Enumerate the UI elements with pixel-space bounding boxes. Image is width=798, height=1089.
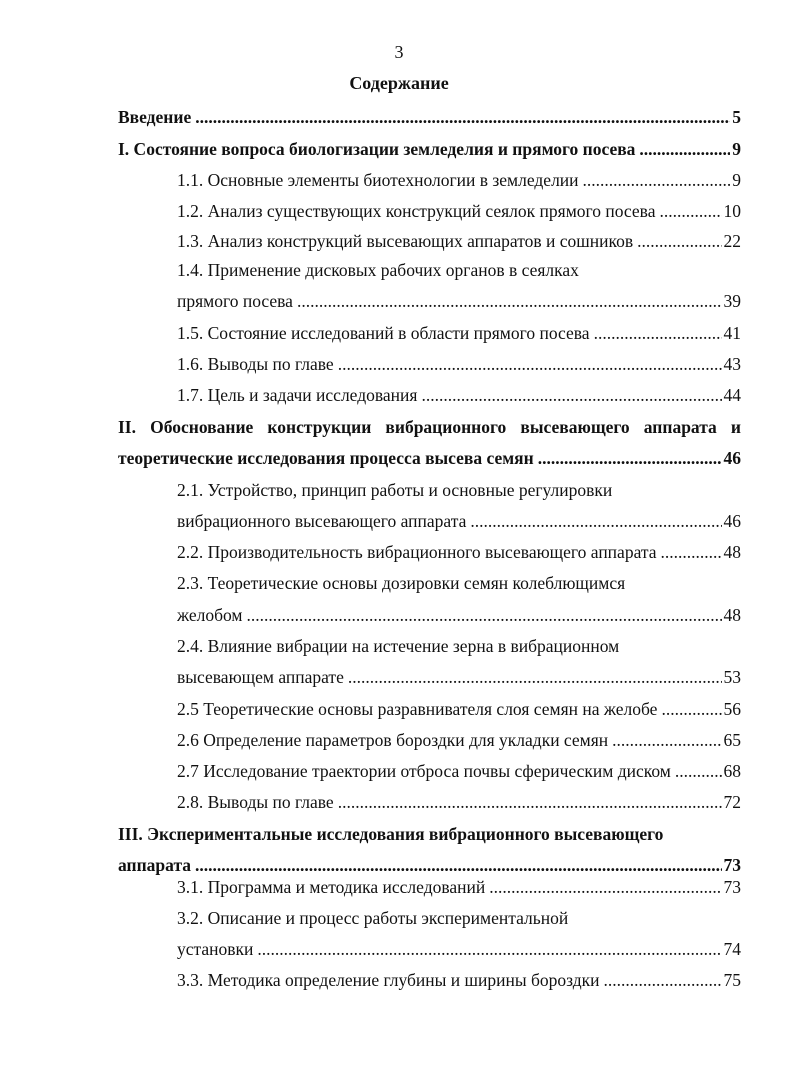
toc-entry-3-3[interactable]: 3.3. Методика определение глубины и ширины бороздки ..... 75 (177, 968, 741, 992)
toc-entry-chapter-2-line-1[interactable]: II. Обоснование конструкции вибрационного высевающего аппарата и (118, 417, 741, 437)
toc-entry-introduction[interactable]: Введение ..... 5 (118, 105, 741, 129)
toc-entry-chapter-3-line-1[interactable]: III. Экспериментальные исследования вибрационного высевающего (118, 824, 664, 844)
toc-entry-2-4-line-2[interactable]: высевающем аппарате ..... 53 (177, 665, 741, 689)
toc-entry-1-4-line-1[interactable]: 1.4. Применение дисковых рабочих органов в сеялках (177, 260, 579, 280)
toc-entry-chapter-2-line-2[interactable]: теоретические исследования процесса высева семян ..... 46 (118, 446, 741, 470)
toc-entry-1-1[interactable]: 1.1. Основные элементы биотехнологии в земледелии ..... 9 (177, 168, 741, 192)
toc-entry-2-1-line-1[interactable]: 2.1. Устройство, принцип работы и основные регулировки (177, 480, 613, 500)
page-number: 3 (394, 42, 404, 62)
toc-entry-2-3-line-1[interactable]: 2.3. Теоретические основы дозировки семян колеблющимся (177, 573, 626, 593)
toc-entry-1-6[interactable]: 1.6. Выводы по главе ..... 43 (177, 352, 741, 376)
toc-entry-1-2[interactable]: 1.2. Анализ существующих конструкций сеялок прямого посева ..... 10 (177, 199, 741, 223)
toc-entry-3-2-line-2[interactable]: установки ..... 74 (177, 937, 741, 961)
toc-entry-2-5[interactable]: 2.5 Теоретические основы разравнивателя слоя семян на желобе ..... 56 (177, 697, 741, 721)
toc-entry-2-7[interactable]: 2.7 Исследование траектории отброса почвы сферическим диском ..... 68 (177, 759, 741, 783)
toc-entry-chapter-3-line-2[interactable]: аппарата ..... 73 (118, 853, 741, 877)
toc-entry-2-1-line-2[interactable]: вибрационного высевающего аппарата ..... 46 (177, 509, 741, 533)
toc-entry-3-1[interactable]: 3.1. Программа и методика исследований ..... 73 (177, 875, 741, 899)
toc-entry-2-2[interactable]: 2.2. Производительность вибрационного высевающего аппарата ..... 48 (177, 540, 741, 564)
toc-entry-1-4-line-2[interactable]: прямого посева ..... 39 (177, 289, 741, 313)
toc-entry-1-5[interactable]: 1.5. Состояние исследований в области прямого посева ..... 41 (177, 321, 741, 345)
toc-entry-1-3[interactable]: 1.3. Анализ конструкций высевающих аппаратов и сошников ..... 22 (177, 229, 741, 253)
toc-entry-1-7[interactable]: 1.7. Цель и задачи исследования ..... 44 (177, 383, 741, 407)
toc-entry-chapter-1[interactable]: I. Состояние вопроса биологизации земледелия и прямого посева ..... 9 (118, 137, 741, 161)
toc-entry-3-2-line-1[interactable]: 3.2. Описание и процесс работы экспериментальной (177, 908, 569, 928)
toc-entry-2-4-line-1[interactable]: 2.4. Влияние вибрации на истечение зерна в вибрационном (177, 636, 620, 656)
toc-entry-2-6[interactable]: 2.6 Определение параметров бороздки для укладки семян ..... 65 (177, 728, 741, 752)
toc-entry-2-3-line-2[interactable]: желобом ..... 48 (177, 603, 741, 627)
page-title: Содержание (349, 73, 449, 93)
toc-entry-2-8[interactable]: 2.8. Выводы по главе ..... 72 (177, 790, 741, 814)
